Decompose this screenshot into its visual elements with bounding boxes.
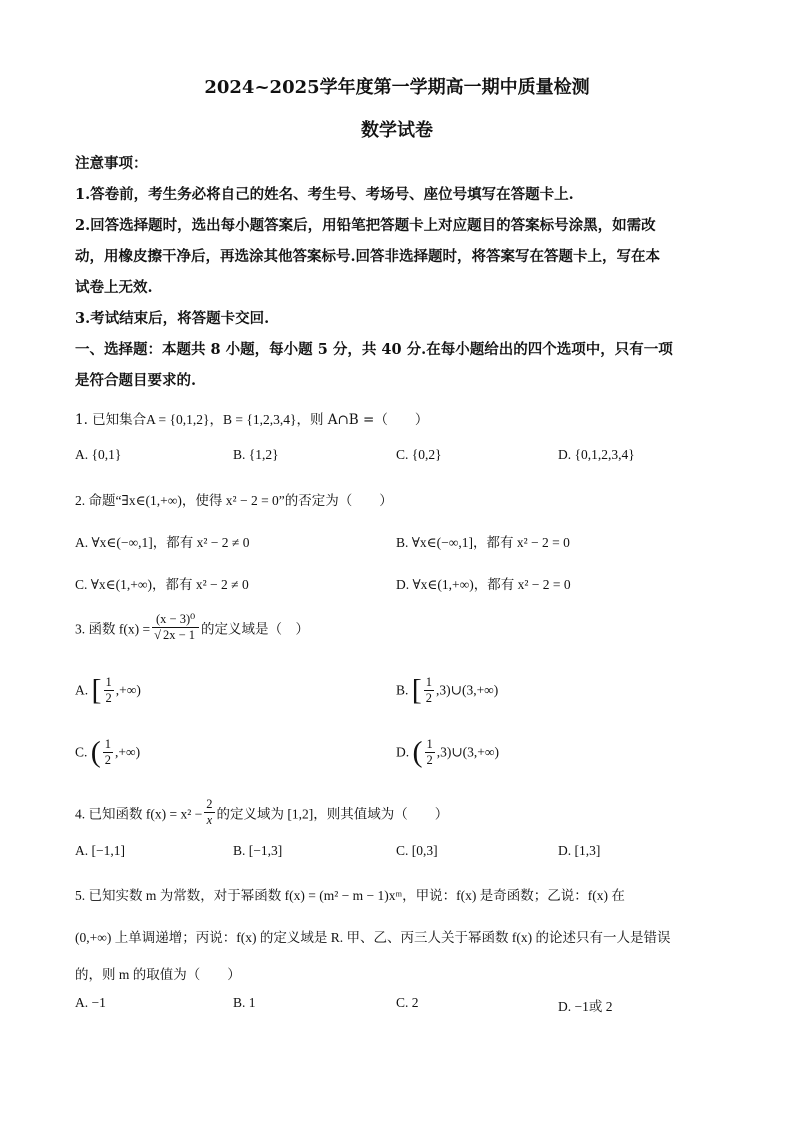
q3-b-den: 2: [425, 691, 433, 705]
q5-option-d[interactable]: D. −1或 2: [558, 999, 613, 1014]
q4-prefix: 4. 已知函数 f(x) = x² −: [75, 806, 203, 822]
q3-d-den: 2: [426, 753, 433, 767]
q1-prefix: 1. 已知集合: [75, 412, 147, 428]
q1-option-b[interactable]: B. {1,2}: [233, 447, 279, 462]
q3-option-d[interactable]: [396, 737, 499, 768]
question-4-stem: [75, 797, 448, 828]
q3-c-rest: ,+∞): [115, 744, 141, 760]
q3-option-a[interactable]: [75, 675, 141, 706]
q4-option-a[interactable]: A. [−1,1]: [75, 843, 125, 858]
q3-d-rest: ,3)∪(3,+∞): [436, 744, 500, 760]
q4-suffix: 的定义域为 [1,2]，则其值域为（ ）: [216, 806, 449, 822]
notes-heading: 注意事项：: [75, 155, 148, 172]
q5-option-a[interactable]: A. −1: [75, 995, 106, 1010]
q5-option-c[interactable]: C. 2: [396, 995, 419, 1010]
q3-suffix: 的定义域是（ ）: [201, 621, 310, 637]
q1-set-b: B = {1,2,3,4}: [223, 412, 297, 427]
q4-option-b[interactable]: B. [−1,3]: [233, 843, 283, 858]
q3-d-left-bracket: (: [412, 735, 423, 769]
question-5-line-2: (0,+∞) 上单调递增；丙说：f(x) 的定义域是 R. 甲、乙、丙三人关于幂函数 f(x) 的论述只有一人是错误: [75, 930, 671, 945]
q2-option-c[interactable]: C. ∀x∈(1,+∞)，都有 x² − 2 ≠ 0: [75, 577, 249, 592]
q1-set-a: A = {0,1,2}: [146, 412, 210, 427]
exam-subtitle: 数学试卷: [361, 120, 433, 141]
q1-separator: ，: [209, 412, 223, 428]
q3-fraction: [152, 612, 199, 643]
q3-numerator: (x − 3)⁰: [152, 612, 199, 628]
q3-option-c[interactable]: [75, 737, 140, 768]
q4-numerator: 2: [206, 797, 213, 811]
note-2-line-3: 试卷上无效.: [75, 279, 153, 296]
note-3: 3.考试结束后，将答题卡交回.: [75, 310, 270, 327]
q3-b-fraction: [424, 675, 434, 706]
q3-denominator-wrap: √ 2x − 1: [154, 628, 196, 642]
note-2-line-2: 动，用橡皮擦干净后，再选涂其他答案标号.回答非选择题时，将答案写在答题卡上，写在本: [75, 248, 661, 265]
q1-option-c[interactable]: C. {0,2}: [396, 447, 442, 462]
question-5-line-3: 的，则 m 的取值为（ ）: [75, 967, 241, 982]
q1-suffix: ，则 A∩B =（ ）: [296, 412, 429, 428]
q3-c-left-bracket: (: [90, 735, 101, 769]
note-2-line-1: 2.回答选择题时，选出每小题答案后，用铅笔把答题卡上对应题目的答案标号涂黑，如需改: [75, 217, 656, 234]
q4-option-c[interactable]: C. [0,3]: [396, 843, 438, 858]
q3-b-label: B.: [396, 682, 409, 698]
q2-option-d[interactable]: D. ∀x∈(1,+∞)，都有 x² − 2 = 0: [396, 577, 571, 592]
q3-b-left-bracket: [: [411, 673, 422, 707]
q3-d-label: D.: [396, 744, 410, 760]
question-2-stem: 2. 命题“∃x∈(1,+∞)，使得 x² − 2 = 0”的否定为（ ）: [75, 493, 393, 508]
q3-a-label: A.: [75, 682, 89, 698]
q4-option-d[interactable]: D. [1,3]: [558, 843, 601, 858]
q1-option-d[interactable]: D. {0,1,2,3,4}: [558, 447, 635, 462]
q3-c-label: C.: [75, 744, 88, 760]
q3-a-den: 2: [105, 691, 112, 705]
q3-a-left-bracket: [: [91, 673, 102, 707]
q2-option-a[interactable]: A. ∀x∈(−∞,1]，都有 x² − 2 ≠ 0: [75, 535, 250, 550]
q3-d-fraction: [425, 737, 435, 768]
q1-option-a[interactable]: A. {0,1}: [75, 447, 122, 462]
q3-c-num: 1: [104, 737, 112, 751]
q3-denominator: 2x − 1: [162, 628, 196, 642]
section-heading-line-2: 是符合题目要求的.: [75, 372, 197, 389]
q3-a-fraction: [104, 675, 114, 706]
question-5-line-1: 5. 已知实数 m 为常数，对于幂函数 f(x) = (m² − m − 1)xᵐ，甲说：f(x) 是奇函数；乙说：f(x) 在: [75, 888, 625, 903]
q5-option-b[interactable]: B. 1: [233, 995, 256, 1010]
q3-c-den: 2: [104, 753, 112, 767]
question-1-stem: [75, 408, 428, 428]
q3-prefix: 3. 函数 f(x) =: [75, 621, 151, 637]
q3-b-rest: ,3)∪(3,+∞): [436, 682, 499, 698]
note-1: 1.答卷前，考生务必将自己的姓名、考生号、考场号、座位号填写在答题卡上.: [75, 186, 574, 203]
section-heading-line-1: 一、选择题：本题共 8 小题，每小题 5 分，共 40 分.在每小题给出的四个选项中，只有一项: [75, 341, 673, 358]
q3-option-b[interactable]: [396, 675, 498, 706]
q3-d-num: 1: [426, 737, 433, 751]
exam-title: 2024~2025学年度第一学期高一期中质量检测: [204, 77, 590, 98]
question-3-stem: [75, 612, 309, 643]
q3-a-rest: ,+∞): [115, 682, 141, 698]
q3-b-num: 1: [425, 675, 433, 689]
q4-denominator: x: [206, 813, 213, 827]
q3-c-fraction: [103, 737, 113, 768]
q4-fraction: [204, 797, 214, 828]
q3-a-num: 1: [105, 675, 112, 689]
q2-option-b[interactable]: B. ∀x∈(−∞,1]，都有 x² − 2 = 0: [396, 535, 570, 550]
